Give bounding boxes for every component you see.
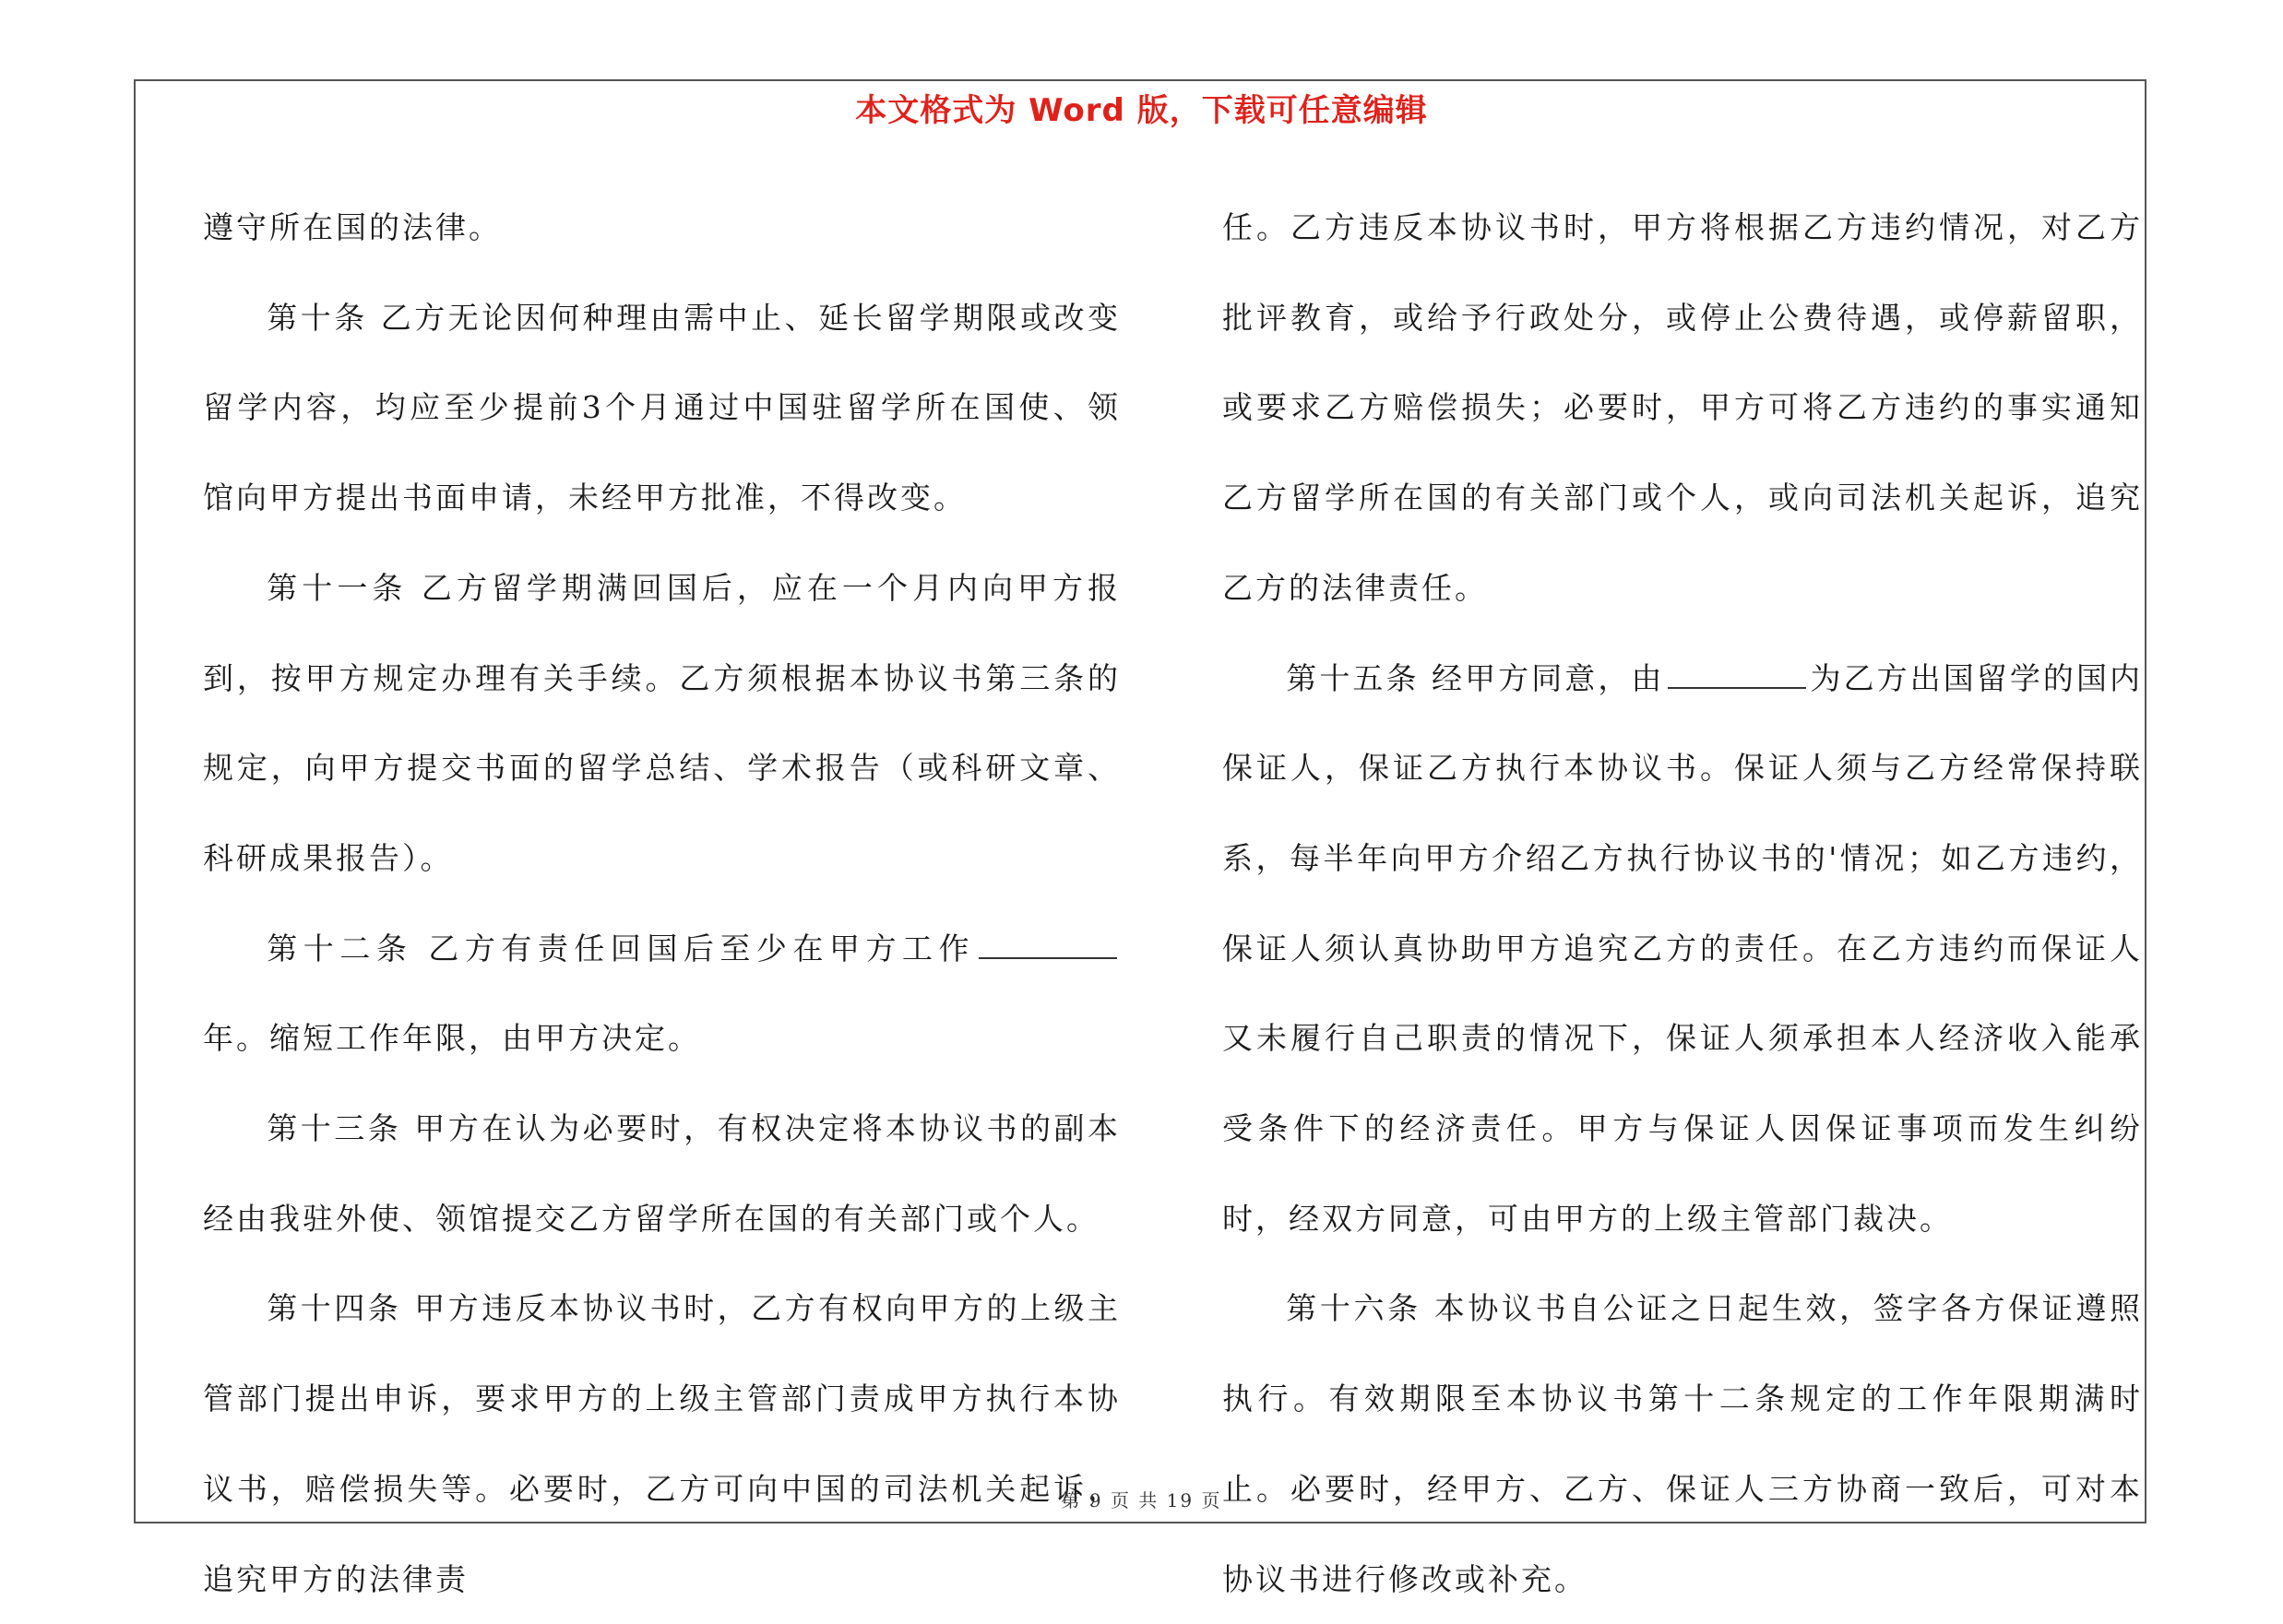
paragraph-article-16: 第十六条 本协议书自公证之日起生效，签字各方保证遵照执行。有效期限至本协议书第十二条规定的工作年限期满时止。必要时，经甲方、乙方、保证人三方协商一致后，可对本协议书进行修改或补充。 [1222,1290,2143,1597]
paragraph-article-10: 第十条 乙方无论因何种理由需中止、延长留学期限或改变留学内容，均应至少提前3个月通过中国驻留学所在国使、领馆向甲方提出书面申请，未经甲方批准，不得改变。 [203,299,1121,516]
paragraph-article-13: 第十三条 甲方在认为必要时，有权决定将本协议书的副本经由我驻外使、领馆提交乙方留学所在国的有关部门或个人。 [203,1110,1121,1237]
article-15-text-end: 为乙方出国留学的国内保证人，保证乙方执行本协议书。保证人须与乙方经常保持联系，每半年向甲方介绍乙方执行协议书的'情况；如乙方违约，保证人须认真协助甲方追究乙方的责任。在乙方违约而保证人又未履行自己职责的情况下，保证人须承担本人经济收入能承受条件下的经济责任。甲方与保证人因保证事项而发生纠纷时，经双方同意，可由甲方的上级主管部门裁决。 [1222,659,2143,1237]
paragraph-article-15 [1222,634,2143,1264]
paragraph-law-compliance: 遵守所在国的法律。 [203,209,502,245]
article-12-text-end: 年。缩短工作年限，由甲方决定。 [203,1020,701,1057]
right-column [1222,183,2143,1624]
work-years-blank [979,927,1117,959]
paragraph-article-11: 第十一条 乙方留学期满回国后，应在一个月内向甲方报到，按甲方规定办理有关手续。乙方须根据本协议书第三条的规定，向甲方提交书面的留学总结、学术报告（或科研文章、科研成果报告）。 [203,569,1121,876]
paragraph-article-12 [203,904,1121,1084]
page-number-footer: 第 9 页 共 19 页 [1061,1489,1222,1511]
guarantor-name-blank [1668,657,1806,689]
paragraph-article-14: 第十四条 甲方违反本协议书时，乙方有权向甲方的上级主管部门提出申诉，要求甲方的上级主管部门责成甲方执行本协议书，赔偿损失等。必要时，乙方可向中国的司法机关起诉，追究甲方的法律责 [203,1290,1121,1597]
article-12-text-start: 第十二条 乙方有责任回国后至少在甲方工作 [267,930,975,966]
left-column [203,183,1121,1624]
edit-notice-banner: 本文格式为 Word 版，下载可任意编辑 [855,92,1428,129]
article-15-text-start: 第十五条 经甲方同意，由 [1286,659,1665,696]
paragraph-article-14-continued: 任。乙方违反本协议书时，甲方将根据乙方违约情况，对乙方批评教育，或给予行政处分，或停止公费待遇，或停薪留职，或要求乙方赔偿损失；必要时，甲方可将乙方违约的事实通知乙方留学所在国的有关部门或个人，或向司法机关起诉，追究乙方的法律责任。 [1222,209,2143,606]
